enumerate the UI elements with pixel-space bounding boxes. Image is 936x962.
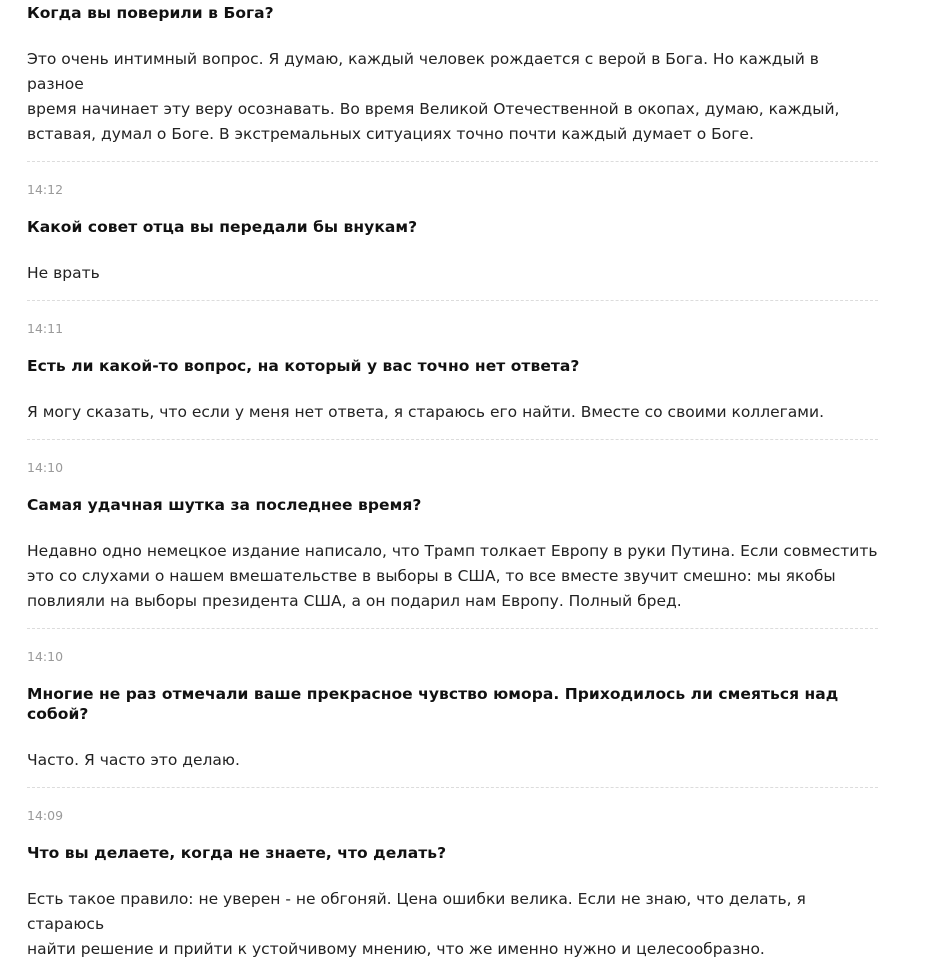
entry-time: 14:09 <box>27 808 64 823</box>
live-feed <box>27 0 878 962</box>
entry-question: Какой совет отца вы передали бы внукам? <box>27 218 418 236</box>
answer-line: повлияли на выборы президента США, а он подарил нам Европу. Полный бред. <box>27 592 682 610</box>
feed-entry <box>27 162 878 286</box>
answer-line: Недавно одно немецкое издание написало, что Трамп толкает Европу в руки Путина. Если совместить <box>27 542 878 560</box>
feed-entry <box>27 0 878 147</box>
answer-line: время начинает эту веру осознавать. Во время Великой Отечественной в окопах, думаю, каждый, <box>27 100 840 118</box>
entry-question: Многие не раз отмечали ваше прекрасное чувство юмора. Приходилось ли смеяться над собой? <box>27 685 839 723</box>
answer-line: Есть такое правило: не уверен - не обгоняй. Цена ошибки велика. Если не знаю, что делать, я стараюсь <box>27 890 806 933</box>
feed-entry <box>27 629 878 773</box>
entry-question: Что вы делаете, когда не знаете, что делать? <box>27 844 447 862</box>
entry-time: 14:12 <box>27 182 64 197</box>
entry-question: Когда вы поверили в Бога? <box>27 4 274 22</box>
entry-question: Самая удачная шутка за последнее время? <box>27 496 422 514</box>
entry-answer <box>27 400 878 425</box>
feed-entry <box>27 440 878 614</box>
entry-time: 14:10 <box>27 649 64 664</box>
feed-entry <box>27 788 878 962</box>
entry-time: 14:10 <box>27 460 64 475</box>
entry-answer <box>27 887 878 962</box>
answer-line: Не врать <box>27 264 100 282</box>
answer-line: Это очень интимный вопрос. Я думаю, каждый человек рождается с верой в Бога. Но каждый в разное <box>27 50 819 93</box>
entry-answer <box>27 539 878 614</box>
entry-answer <box>27 261 878 286</box>
answer-line: вставая, думал о Боге. В экстремальных ситуациях точно почти каждый думает о Боге. <box>27 125 754 143</box>
answer-line: Я могу сказать, что если у меня нет ответа, я стараюсь его найти. Вместе со своими коллегами. <box>27 403 824 421</box>
entry-answer <box>27 47 878 147</box>
answer-line: найти решение и прийти к устойчивому мнению, что же именно нужно и целесообразно. <box>27 940 765 958</box>
entry-time: 14:11 <box>27 321 64 336</box>
entry-answer <box>27 748 878 773</box>
entry-question: Есть ли какой-то вопрос, на который у вас точно нет ответа? <box>27 357 580 375</box>
answer-line: это со слухами о нашем вмешательстве в выборы в США, то все вместе звучит смешно: мы якобы <box>27 567 836 585</box>
answer-line: Часто. Я часто это делаю. <box>27 751 240 769</box>
feed-entry <box>27 301 878 425</box>
